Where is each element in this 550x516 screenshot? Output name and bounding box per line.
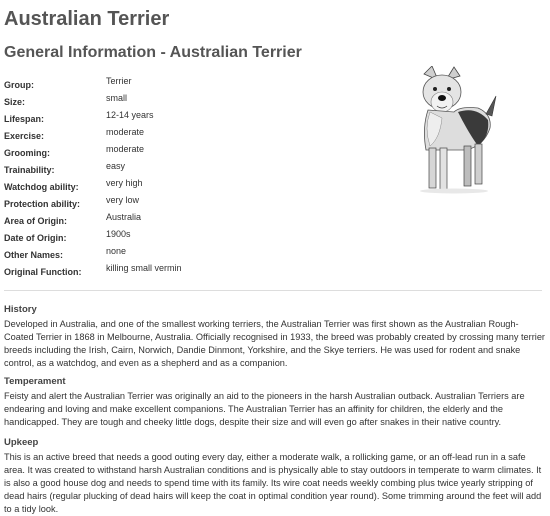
dog-leg-back-right: [475, 144, 482, 184]
info-value: very high: [106, 178, 143, 188]
dog-illustration: [402, 66, 500, 194]
info-value: 12-14 years: [106, 110, 154, 120]
info-value: very low: [106, 195, 140, 205]
section-text: Developed in Australia, and one of the smallest working terriers, the Australian Terrier was first shown as the Australian Rough-Coated Terrier in 1868 in Melbourne, Australia. Officially recognised in 1933, the breed was probably created by crossing many terrier breeds including the Irish, Cairn, Norwich, Dandie Dinmont, Yorkshire, and the Skye terriers. He was used for rodent and snake control, as a watchdog, and even as a shepherd and as a companion.: [4, 319, 545, 368]
page-title: Australian Terrier: [4, 8, 170, 30]
dog-nose: [438, 95, 446, 101]
info-value: moderate: [106, 127, 145, 137]
info-label: Lifespan:: [4, 114, 45, 124]
info-table: [4, 76, 384, 280]
info-value: Australia: [106, 212, 142, 222]
info-row-grooming: [4, 144, 384, 161]
section-temperament: [4, 376, 546, 429]
info-value: killing small vermin: [106, 263, 182, 273]
info-row-exercise: [4, 127, 384, 144]
dog-leg-front-right: [440, 148, 447, 190]
dog-leg-front-left: [429, 148, 436, 188]
info-row-lifespan: [4, 110, 384, 127]
info-label: Exercise:: [4, 131, 45, 141]
section-heading: Upkeep: [4, 437, 39, 448]
info-row-group: [4, 76, 384, 93]
section-history: [4, 304, 546, 370]
info-value: moderate: [106, 144, 145, 154]
section-divider: [4, 290, 542, 291]
info-value: 1900s: [106, 229, 131, 239]
info-row-original-function: [4, 263, 384, 280]
info-label: Trainability:: [4, 165, 55, 175]
page-subtitle: General Information - Australian Terrier: [4, 44, 302, 61]
dog-tail: [486, 96, 496, 116]
dog-shadow: [420, 189, 488, 194]
dog-eye-right: [447, 87, 451, 91]
info-row-trainability: [4, 161, 384, 178]
info-label: Other Names:: [4, 250, 64, 260]
section-text: This is an active breed that needs a good outing every day, either a moderate walk, a rollicking game, or an off-lead run in a safe area. It was created to withstand harsh Australian conditions and is physically able to stay outdoors in temperate to warm climates. It is also a good house dog and needs to spend time with its family. Its wire coat needs weekly combing plus twice yearly stripping of dead hairs (regular plucking of dead hairs will keep the coat in optimal condition year round). Some trimming around the feet will add to a tidy look.: [4, 452, 542, 514]
section-heading: History: [4, 304, 37, 315]
info-value: Terrier: [106, 76, 132, 86]
section-heading: Temperament: [4, 376, 66, 387]
info-label: Group:: [4, 80, 34, 90]
info-row-area-of-origin: [4, 212, 384, 229]
info-value: none: [106, 246, 127, 256]
info-value: easy: [106, 161, 126, 171]
info-label: Original Function:: [4, 267, 82, 277]
info-label: Protection ability:: [4, 199, 81, 209]
dog-eye-left: [433, 87, 437, 91]
info-row-size: [4, 93, 384, 110]
info-label: Watchdog ability:: [4, 182, 79, 192]
info-value: small: [106, 93, 128, 103]
info-row-watchdog: [4, 178, 384, 195]
dog-leg-back-left: [464, 146, 471, 186]
info-row-other-names: [4, 246, 384, 263]
section-upkeep: [4, 437, 546, 516]
info-row-protection: [4, 195, 384, 212]
info-label: Grooming:: [4, 148, 50, 158]
section-text: Feisty and alert the Australian Terrier was originally an aid to the pioneers in the harsh Australian outback. Australian Terriers are endearing and loving and make excellent companions. The Australian Terrier has an affinity for children, the elderly and the handicapped. They are tough and cheeky little dogs, despite their size and will even go after snakes in their native country.: [4, 391, 525, 427]
info-row-date-of-origin: [4, 229, 384, 246]
info-label: Area of Origin:: [4, 216, 68, 226]
info-label: Size:: [4, 97, 26, 107]
info-label: Date of Origin:: [4, 233, 67, 243]
